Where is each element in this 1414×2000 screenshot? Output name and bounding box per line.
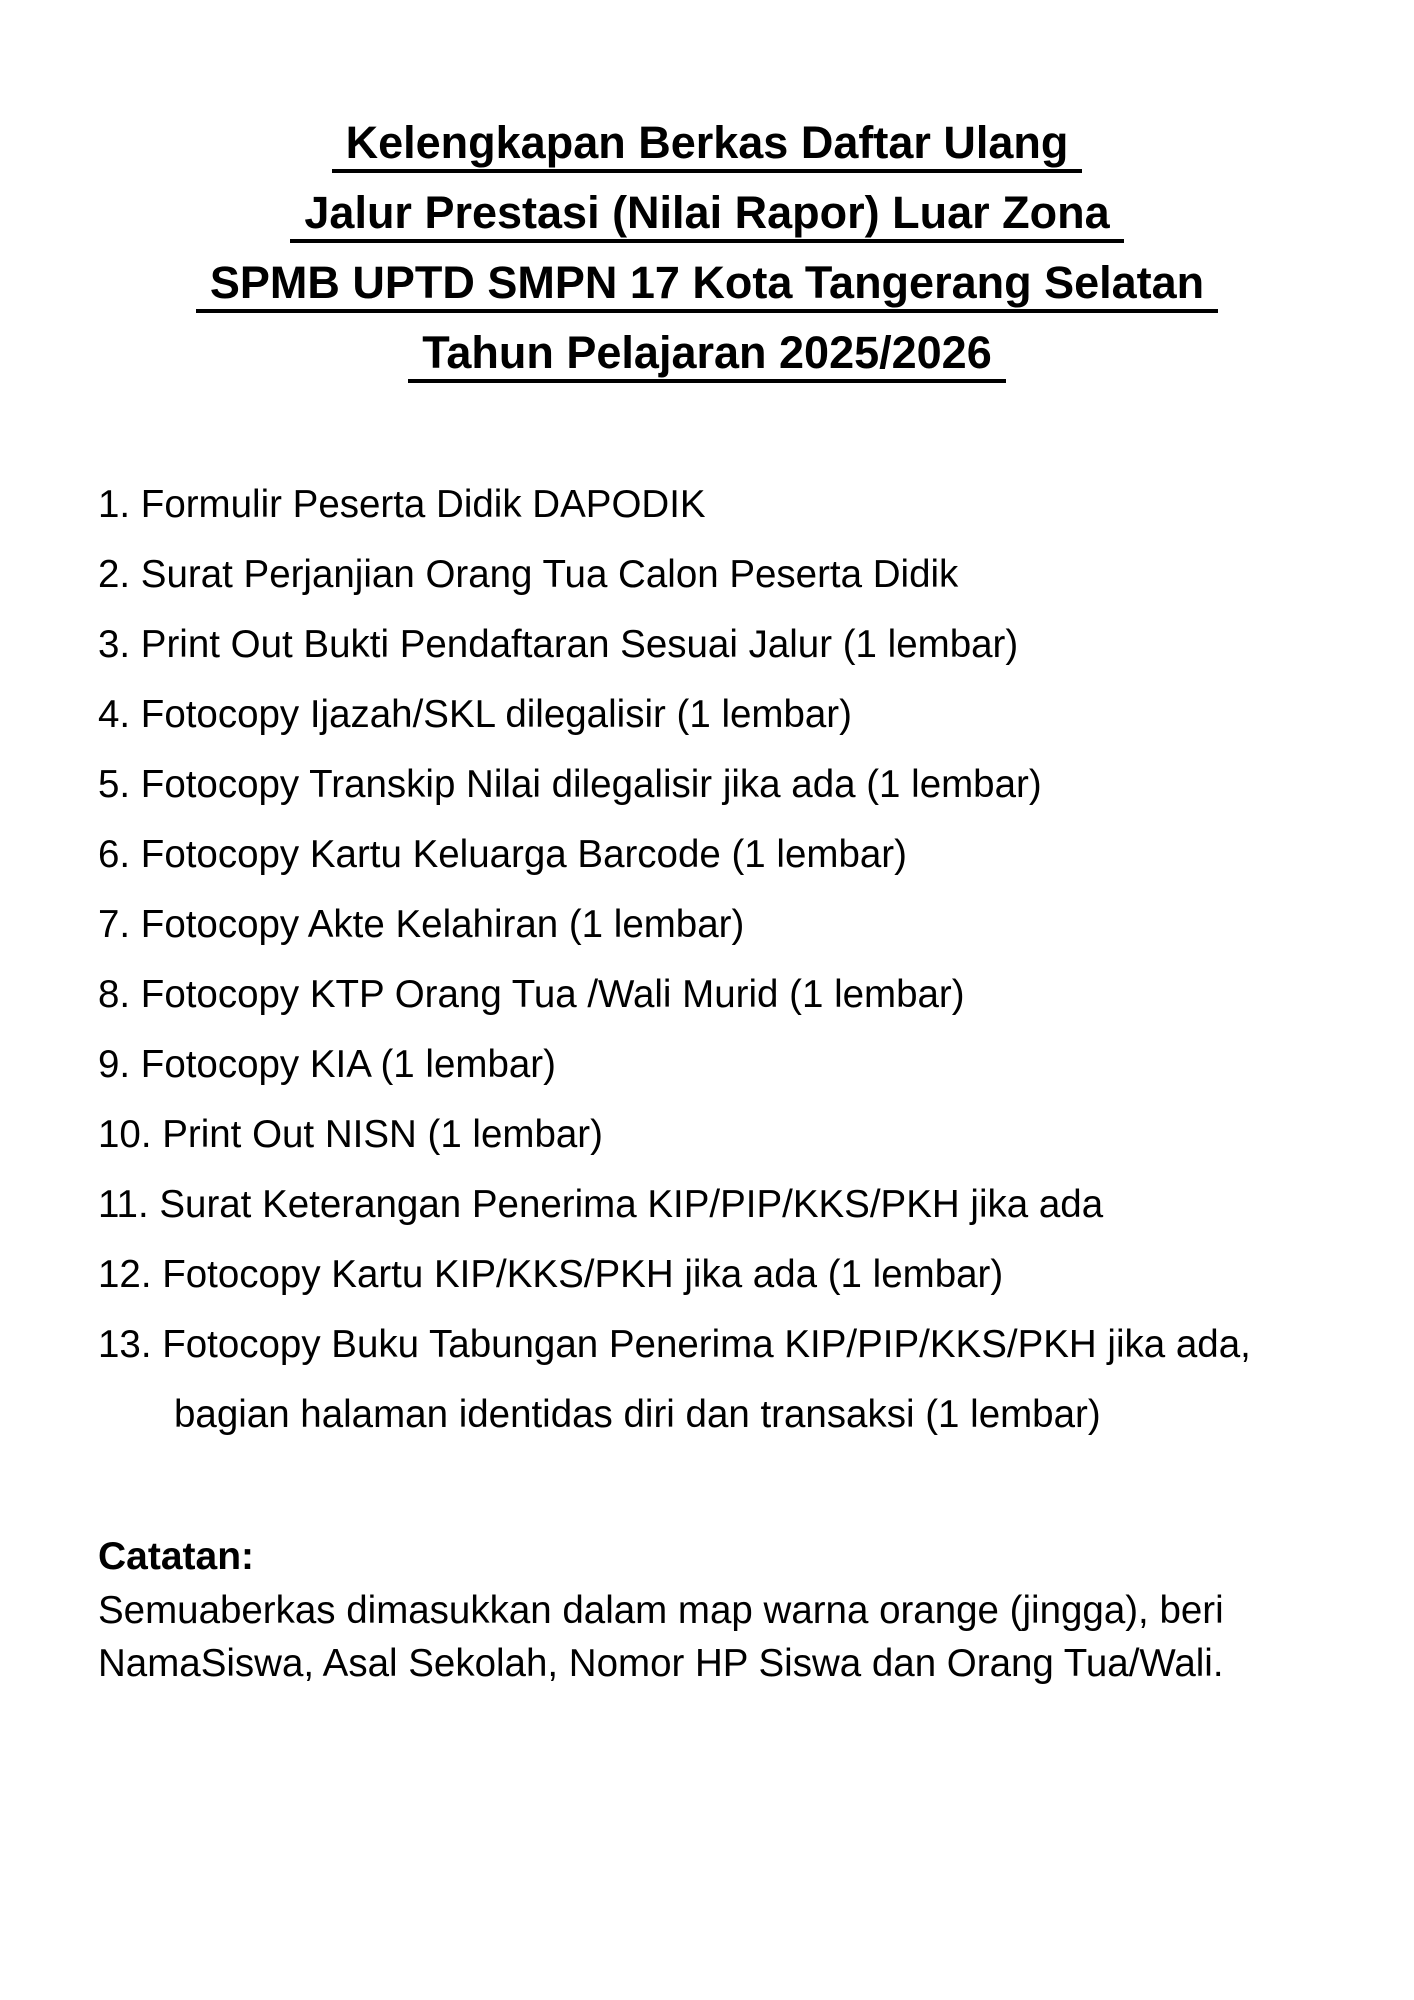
notes-section	[98, 1530, 1358, 1690]
list-item: 2. Surat Perjanjian Orang Tua Calon Peserta Didik	[98, 553, 959, 596]
list-item: 13. Fotocopy Buku Tabungan Penerima KIP/PIP/KKS/PKH jika ada,	[98, 1323, 1251, 1366]
title-line-3: SPMB UPTD SMPN 17 Kota Tangerang Selatan	[0, 248, 1414, 318]
title-line-1: Kelengkapan Berkas Daftar Ulang	[0, 108, 1414, 178]
list-item: 10. Print Out NISN (1 lembar)	[98, 1113, 603, 1156]
list-item: 9. Fotocopy KIA (1 lembar)	[98, 1043, 556, 1086]
title-line-4: Tahun Pelajaran 2025/2026	[0, 318, 1414, 388]
list-item: 12. Fotocopy Kartu KIP/KKS/PKH jika ada (1 lembar)	[98, 1253, 1004, 1296]
title-line-2: Jalur Prestasi (Nilai Rapor) Luar Zona	[0, 178, 1414, 248]
list-item: 4. Fotocopy Ijazah/SKL dilegalisir (1 lembar)	[98, 693, 852, 736]
list-item: 7. Fotocopy Akte Kelahiran (1 lembar)	[98, 903, 745, 946]
document-checklist	[98, 470, 1358, 1450]
document-title	[0, 108, 1414, 388]
notes-line-2: NamaSiswa, Asal Sekolah, Nomor HP Siswa dan Orang Tua/Wali.	[98, 1642, 1224, 1685]
list-item: 6. Fotocopy Kartu Keluarga Barcode (1 lembar)	[98, 833, 907, 876]
list-item: 1. Formulir Peserta Didik DAPODIK	[98, 483, 706, 526]
list-item-continuation: bagian halaman identidas diri dan transaksi (1 lembar)	[174, 1393, 1101, 1436]
list-item: 3. Print Out Bukti Pendaftaran Sesuai Jalur (1 lembar)	[98, 623, 1019, 666]
list-item: 8. Fotocopy KTP Orang Tua /Wali Murid (1 lembar)	[98, 973, 965, 1016]
notes-heading: Catatan:	[98, 1535, 255, 1578]
list-item: 5. Fotocopy Transkip Nilai dilegalisir jika ada (1 lembar)	[98, 763, 1042, 806]
list-item: 11. Surat Keterangan Penerima KIP/PIP/KKS/PKH jika ada	[98, 1183, 1104, 1226]
notes-line-1: Semuaberkas dimasukkan dalam map warna orange (jingga), beri	[98, 1589, 1224, 1632]
